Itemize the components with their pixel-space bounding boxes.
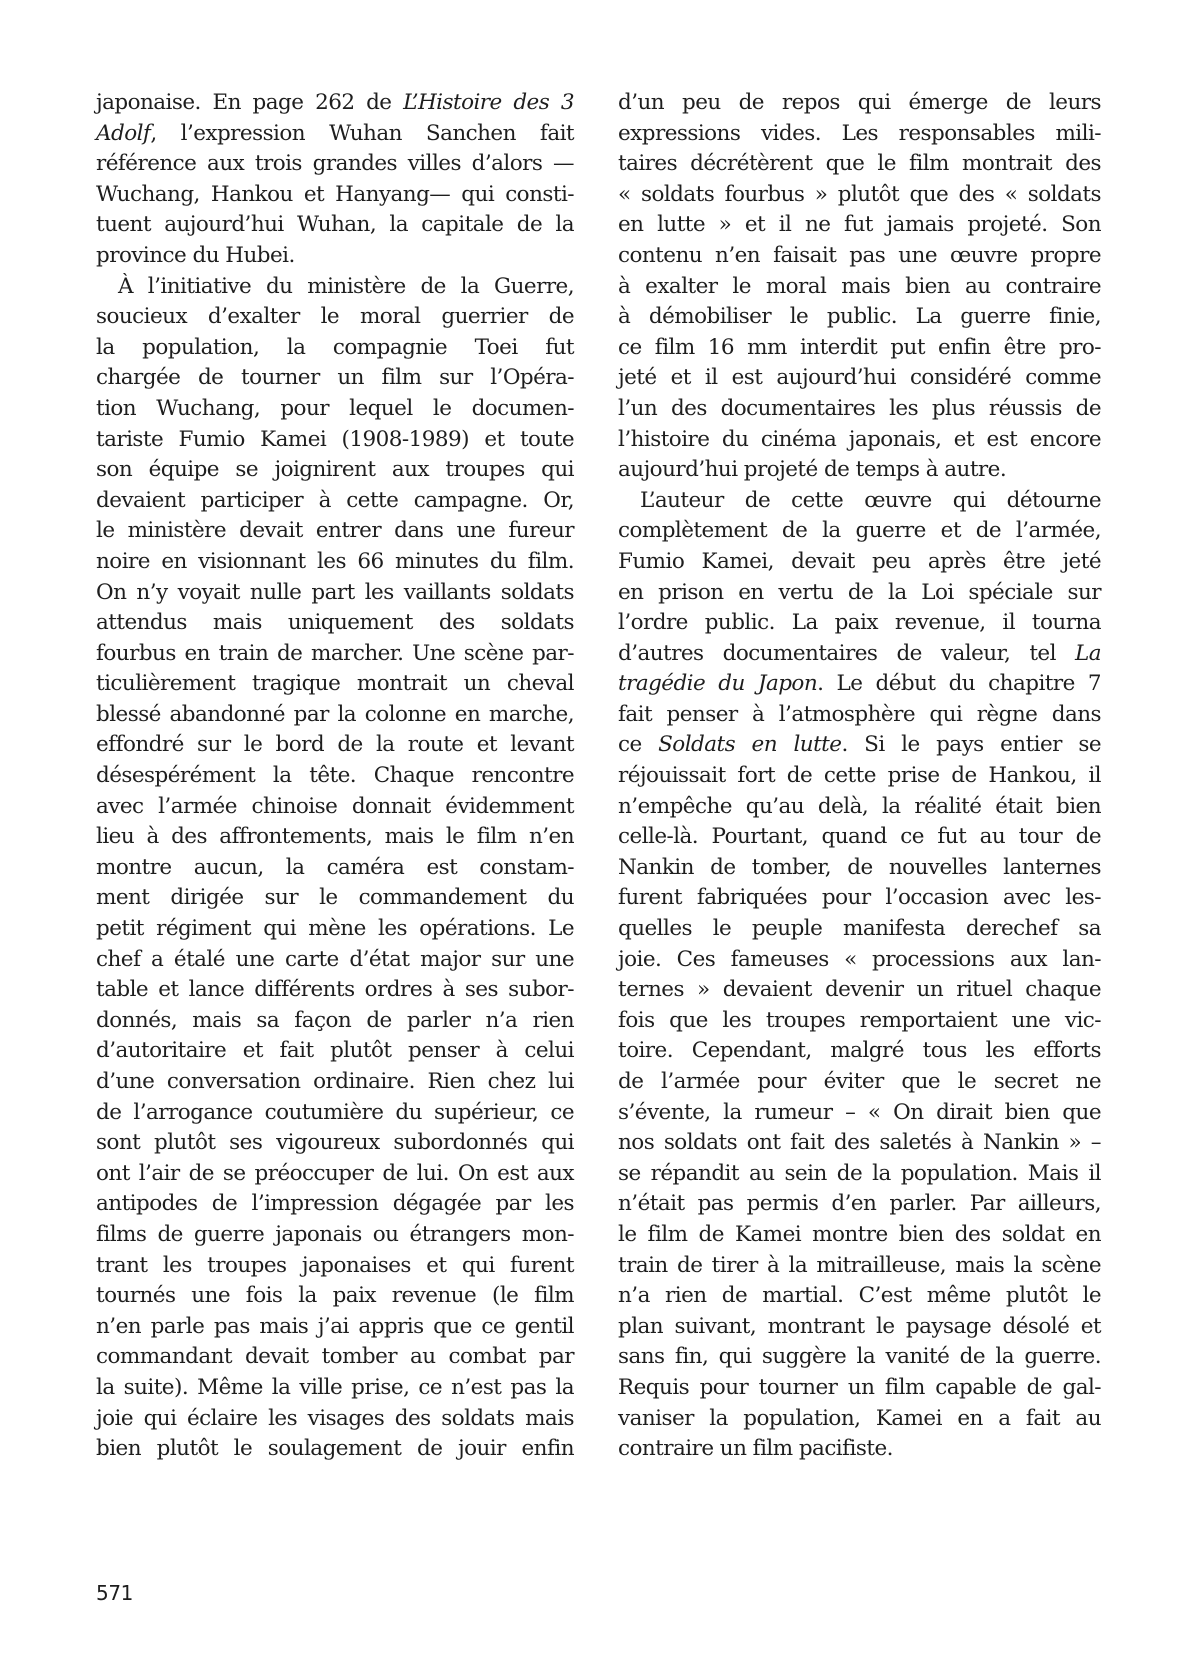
- text-line: [618, 1159, 1101, 1190]
- text-run: aujourd’hui projeté de temps à autre.: [618, 457, 1007, 483]
- text-line: [96, 302, 574, 333]
- text-line: [96, 1159, 574, 1190]
- text-line: [96, 1251, 574, 1282]
- text-line: [96, 88, 574, 119]
- text-line: [96, 578, 574, 609]
- text-line: [96, 1036, 574, 1067]
- text-run: se répandit au sein de la population. Mais il: [618, 1160, 1101, 1186]
- text-run: lieu à des affrontements, mais le film n’en: [96, 824, 574, 850]
- text-line: [618, 730, 1101, 761]
- text-line: [618, 761, 1101, 792]
- text-line: [96, 1342, 574, 1373]
- text-run: de l’arrogance coutumière du supérieur, ce: [96, 1099, 574, 1125]
- text-line: [618, 394, 1101, 425]
- italic-title: L’Histoire des 3: [403, 90, 574, 115]
- text-run: contenu n’en faisait pas une œuvre propre: [618, 242, 1101, 268]
- text-run: fourbus en train de marcher. Une scène par-: [96, 640, 574, 666]
- text-line: [96, 914, 574, 945]
- text-line: [96, 639, 574, 670]
- text-run: blessé abandonné par la colonne en marche,: [96, 701, 574, 727]
- text-run: l’histoire du cinéma japonais, et est encore: [618, 426, 1101, 452]
- text-run: train de tirer à la mitrailleuse, mais la scène: [618, 1252, 1101, 1278]
- text-run: le film de Kamei montre bien des soldat en: [618, 1221, 1101, 1247]
- text-line: [96, 1373, 574, 1404]
- text-line: [618, 1251, 1101, 1282]
- text-run: L’auteur de cette œuvre qui détourne: [640, 487, 1101, 513]
- text-run: à exalter le moral mais bien au contraire: [618, 273, 1101, 299]
- text-line: [96, 730, 574, 761]
- text-run: d’un peu de repos qui émerge de leurs: [618, 90, 1101, 115]
- text-run: taires décrétèrent que le film montrait des: [618, 151, 1101, 177]
- text-line: [96, 547, 574, 578]
- text-line: [96, 669, 574, 700]
- text-line: [618, 669, 1101, 700]
- text-line: [96, 455, 574, 486]
- text-run: films de guerre japonais ou étrangers mon-: [96, 1221, 574, 1247]
- text-run: À l’initiative du ministère de la Guerre,: [118, 273, 574, 299]
- text-run: n’était pas permis d’en parler. Par ailleurs,: [618, 1191, 1101, 1217]
- text-line: [618, 578, 1101, 609]
- text-run: tariste Fumio Kamei (1908-1989) et toute: [96, 426, 574, 452]
- text-line: [96, 1312, 574, 1343]
- text-run: devaient participer à cette campagne. Or,: [96, 487, 574, 513]
- text-column-right: [618, 88, 1101, 1465]
- text-line: [618, 272, 1101, 303]
- text-run: soucieux d’exalter le moral guerrier de: [96, 304, 574, 330]
- text-line: [96, 853, 574, 884]
- text-run: son équipe se joignirent aux troupes qui: [96, 457, 574, 483]
- text-line: [618, 1404, 1101, 1435]
- text-run: furent fabriquées pour l’occasion avec les-: [618, 885, 1101, 911]
- text-run: avec l’armée chinoise donnait évidemment: [96, 793, 574, 819]
- text-run: nos soldats ont fait des saletés à Nankin » –: [618, 1130, 1101, 1156]
- text-line: [618, 1281, 1101, 1312]
- text-line: [618, 914, 1101, 945]
- text-run: d’autoritaire et fait plutôt penser à celui: [96, 1038, 574, 1064]
- text-run: fois que les troupes remportaient une vic-: [618, 1007, 1101, 1033]
- text-line: [618, 149, 1101, 180]
- text-line: [96, 1067, 574, 1098]
- text-run: quelles le peuple manifesta derechef sa: [618, 916, 1101, 942]
- text-run: joie. Ces fameuses « processions aux lan-: [618, 946, 1101, 972]
- text-line: [96, 394, 574, 425]
- text-line: [618, 119, 1101, 150]
- text-run: sans fin, qui suggère la vanité de la guerre.: [618, 1344, 1101, 1370]
- text-run: n’en parle pas mais j’ai appris que ce gentil: [96, 1313, 574, 1339]
- text-run: celle-là. Pourtant, quand ce fut au tour de: [618, 824, 1101, 850]
- text-line: [96, 1281, 574, 1312]
- text-run: à démobiliser le public. La guerre finie,: [618, 304, 1101, 330]
- text-line: [618, 1036, 1101, 1067]
- text-line: [96, 1404, 574, 1435]
- text-line: [618, 486, 1101, 517]
- text-line: [96, 1189, 574, 1220]
- text-line: [618, 822, 1101, 853]
- text-run: le ministère devait entrer dans une fureur: [96, 518, 574, 544]
- text-run: ont l’air de se préoccuper de lui. On est aux: [96, 1160, 574, 1186]
- text-run: la suite). Même la ville prise, ce n’est pas la: [96, 1374, 574, 1400]
- text-run: contraire un film pacifiste.: [618, 1436, 893, 1462]
- text-run: On n’y voyait nulle part les vaillants soldats: [96, 579, 574, 605]
- text-line: [618, 455, 1101, 486]
- text-run: ce film 16 mm interdit put enfin être pro-: [618, 334, 1101, 360]
- text-run: s’évente, la rumeur – « On dirait bien que: [618, 1099, 1101, 1125]
- text-run: toire. Cependant, malgré tous les efforts: [618, 1038, 1101, 1064]
- text-line: [96, 363, 574, 394]
- text-run: en lutte » et il ne fut jamais projeté. Son: [618, 212, 1101, 238]
- text-line: [618, 1067, 1101, 1098]
- text-run: d’autres documentaires de valeur, tel: [618, 640, 1075, 666]
- text-line: [618, 547, 1101, 578]
- text-line: [618, 1189, 1101, 1220]
- text-run: l’ordre public. La paix revenue, il tourna: [618, 610, 1101, 636]
- text-line: [96, 761, 574, 792]
- text-run: province du Hubei.: [96, 242, 295, 268]
- text-line: [618, 88, 1101, 119]
- text-run: antipodes de l’impression dégagée par les: [96, 1191, 574, 1217]
- text-run: trant les troupes japonaises et qui furent: [96, 1252, 574, 1278]
- text-line: [96, 425, 574, 456]
- text-line: [618, 1373, 1101, 1404]
- text-line: [618, 1342, 1101, 1373]
- text-run: en prison en vertu de la Loi spéciale sur: [618, 579, 1101, 605]
- text-run: tournés une fois la paix revenue (le film: [96, 1283, 574, 1309]
- text-line: [618, 1098, 1101, 1129]
- text-run: effondré sur le bord de la route et levant: [96, 732, 574, 758]
- text-line: [96, 608, 574, 639]
- text-run: Wuchang, Hankou et Hanyang— qui consti-: [96, 181, 574, 207]
- text-run: commandant devait tomber au combat par: [96, 1344, 574, 1370]
- text-run: ce: [618, 732, 659, 758]
- text-run: attendus mais uniquement des soldats: [96, 610, 574, 636]
- text-run: joie qui éclaire les visages des soldats mais: [96, 1405, 574, 1431]
- text-line: [618, 241, 1101, 272]
- text-column-left: [96, 88, 574, 1465]
- text-line: [96, 1006, 574, 1037]
- text-line: [96, 333, 574, 364]
- text-line: [96, 119, 574, 150]
- text-line: [96, 1434, 574, 1465]
- text-line: [618, 363, 1101, 394]
- text-run: n’empêche qu’au delà, la réalité était bien: [618, 793, 1101, 819]
- text-line: [618, 1128, 1101, 1159]
- text-run: désespérément la tête. Chaque rencontre: [96, 763, 574, 789]
- text-line: [96, 975, 574, 1006]
- text-line: [618, 883, 1101, 914]
- text-line: [96, 149, 574, 180]
- text-run: tion Wuchang, pour lequel le documen-: [96, 395, 574, 421]
- text-line: [96, 822, 574, 853]
- text-run: ment dirigée sur le commandement du: [96, 885, 574, 911]
- text-run: donnés, mais sa façon de parler n’a rien: [96, 1007, 574, 1033]
- text-run: jeté et il est aujourd’hui considéré comme: [618, 365, 1101, 391]
- text-run: montre aucun, la caméra est constam-: [96, 854, 574, 880]
- text-line: [618, 210, 1101, 241]
- text-line: [618, 608, 1101, 639]
- text-line: [618, 302, 1101, 333]
- text-run: table et lance différents ordres à ses subor-: [96, 977, 574, 1003]
- text-run: ternes » devaient devenir un rituel chaque: [618, 977, 1101, 1003]
- text-run: , l’expression Wuhan Sanchen fait: [150, 120, 574, 146]
- text-line: [618, 333, 1101, 364]
- text-run: expressions vides. Les responsables mili-: [618, 120, 1101, 146]
- text-line: [618, 1220, 1101, 1251]
- text-run: ticulièrement tragique montrait un cheval: [96, 671, 574, 697]
- text-line: [96, 700, 574, 731]
- text-run: petit régiment qui mène les opérations. Le: [96, 916, 574, 942]
- text-run: n’a rien de martial. C’est même plutôt le: [618, 1283, 1101, 1309]
- text-line: [96, 210, 574, 241]
- text-run: référence aux trois grandes villes d’alors —: [96, 151, 574, 177]
- italic-title: La: [1075, 640, 1101, 666]
- text-line: [618, 975, 1101, 1006]
- text-run: Fumio Kamei, devait peu après être jeté: [618, 548, 1101, 574]
- text-line: [618, 1312, 1101, 1343]
- text-line: [96, 241, 574, 272]
- text-run: . Le début du chapitre 7: [817, 671, 1101, 697]
- text-run: Requis pour tourner un film capable de gal-: [618, 1374, 1101, 1400]
- text-line: [618, 1006, 1101, 1037]
- text-line: [96, 486, 574, 517]
- text-run: l’un des documentaires les plus réussis de: [618, 395, 1101, 421]
- italic-title: tragédie du Japon: [618, 671, 818, 697]
- text-line: [96, 1220, 574, 1251]
- text-line: [96, 1098, 574, 1129]
- text-run: noire en visionnant les 66 minutes du film.: [96, 548, 574, 574]
- text-line: [618, 700, 1101, 731]
- text-run: fait penser à l’atmosphère qui règne dans: [618, 701, 1101, 727]
- text-line: [96, 945, 574, 976]
- text-line: [96, 180, 574, 211]
- text-run: plan suivant, montrant le paysage désolé et: [618, 1313, 1101, 1339]
- text-run: vaniser la population, Kamei en a fait au: [618, 1405, 1101, 1431]
- text-line: [96, 272, 574, 303]
- text-line: [96, 883, 574, 914]
- text-line: [618, 516, 1101, 547]
- text-run: de l’armée pour éviter que le secret ne: [618, 1069, 1101, 1094]
- text-run: « soldats fourbus » plutôt que des « soldats: [618, 181, 1101, 207]
- text-run: d’une conversation ordinaire. Rien chez lui: [96, 1069, 574, 1094]
- text-run: réjouissait fort de cette prise de Hankou, il: [618, 763, 1101, 789]
- text-run: Nankin de tomber, de nouvelles lanternes: [618, 854, 1101, 880]
- text-run: chef a étalé une carte d’état major sur une: [96, 946, 574, 972]
- text-run: la population, la compagnie Toei fut: [96, 334, 574, 360]
- page-number: 571: [96, 1581, 133, 1605]
- text-run: tuent aujourd’hui Wuhan, la capitale de la: [96, 212, 574, 238]
- italic-title: Adolf: [96, 120, 151, 146]
- text-line: [618, 639, 1101, 670]
- text-run: japonaise. En page 262 de: [96, 90, 404, 115]
- text-run: chargée de tourner un film sur l’Opéra-: [96, 365, 574, 391]
- text-line: [618, 792, 1101, 823]
- text-run: complètement de la guerre et de l’armée,: [618, 518, 1101, 544]
- text-run: . Si le pays entier se: [841, 732, 1101, 758]
- text-line: [618, 425, 1101, 456]
- text-line: [96, 792, 574, 823]
- text-line: [618, 853, 1101, 884]
- text-line: [96, 516, 574, 547]
- text-line: [618, 1434, 1101, 1465]
- text-run: bien plutôt le soulagement de jouir enfin: [96, 1436, 574, 1462]
- italic-title: Soldats en lutte: [658, 732, 842, 758]
- text-line: [618, 180, 1101, 211]
- text-line: [618, 945, 1101, 976]
- text-line: [96, 1128, 574, 1159]
- text-run: sont plutôt ses vigoureux subordonnés qui: [96, 1130, 574, 1156]
